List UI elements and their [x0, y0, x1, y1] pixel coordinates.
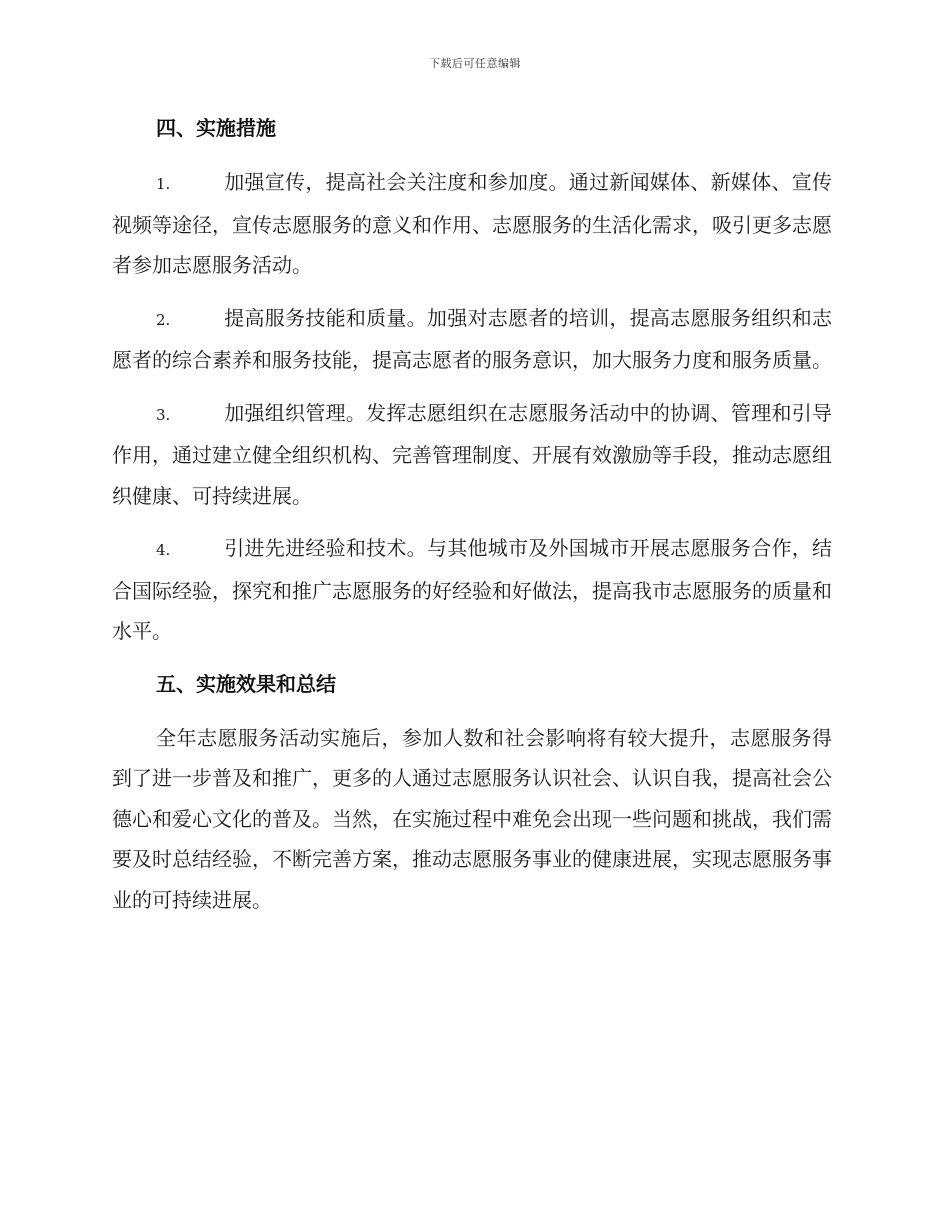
list-item-text: 加强组织管理。发挥志愿组织在志愿服务活动中的协调、管理和引导作用，通过建立健全组织机构、完善管理制度、开展有效激励等手段，推动志愿组织健康、可持续进展。 [112, 400, 832, 508]
list-item-text: 提高服务技能和质量。加强对志愿者的培训，提高志愿服务组织和志愿者的综合素养和服务技能，提高志愿者的服务意识，加大服务力度和服务质量。 [112, 305, 832, 372]
list-item-text: 加强宣传，提高社会关注度和参加度。通过新闻媒体、新媒体、宣传视频等途径，宣传志愿服务的意义和作用、志愿服务的生活化需求，吸引更多志愿者参加志愿服务活动。 [112, 170, 832, 277]
list-item [112, 298, 832, 381]
list-item-number: 2. [156, 310, 171, 329]
section-heading-implementation-measures: 四、实施措施 [156, 116, 276, 140]
list-item-number: 3. [156, 405, 171, 424]
list-item [112, 528, 832, 652]
list-item [112, 393, 832, 517]
list-item-text: 引进先进经验和技术。与其他城市及外国城市开展志愿服务合作，结合国际经验，探究和推广志愿服务的好经验和好做法，提高我市志愿服务的质量和水平。 [112, 536, 832, 643]
summary-paragraph: 全年志愿服务活动实施后，参加人数和社会影响将有较大提升，志愿服务得到了进一步普及和推广，更多的人通过志愿服务认识社会、认识自我，提高社会公德心和爱心文化的普及。当然，在实施过程中难免会出现一些问题和挑战，我们需要及时总结经验，不断完善方案，推动志愿服务事业的健康进展，实现志愿服务事业的可持续进展。 [112, 725, 832, 912]
section-heading-results-summary: 五、实施效果和总结 [156, 671, 336, 696]
list-item [112, 162, 832, 286]
list-item-number: 4. [156, 541, 171, 559]
list-item-number: 1. [156, 175, 171, 193]
document-body [112, 108, 832, 920]
page-header: 下载后可任意编辑 [429, 57, 521, 70]
